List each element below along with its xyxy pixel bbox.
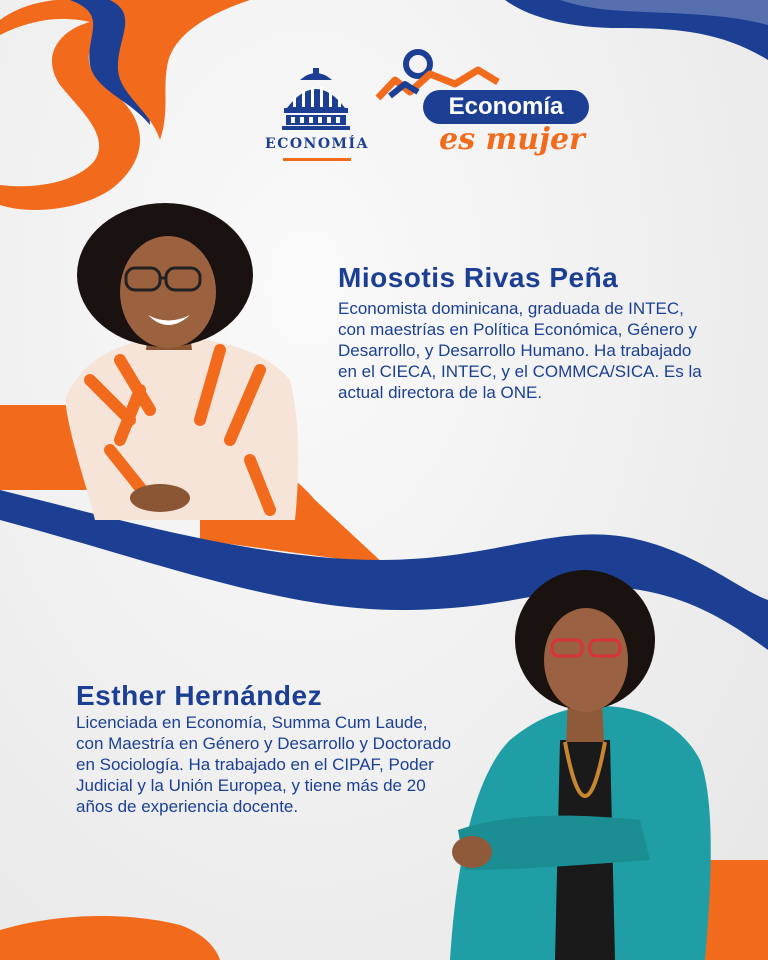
ministry-logo-text: ECONOMÍA — [265, 136, 369, 152]
campaign-subtitle: es mujer — [439, 122, 585, 157]
profile-1-name: Miosotis Rivas Peña — [338, 262, 619, 293]
profile-2-bio: Licenciada en Economía, Summa Cum Laude, con Maestría en Género y Desarrollo y Doctorado en Sociología. Ha trabajado en el CIPAF, Poder Judicial y la Unión Europea, y tiene más de 20 años de experiencia docente. — [76, 713, 452, 816]
profile-1-bio: Economista dominicana, graduada de INTEC, con maestrías en Política Económica, Género y Desarrollo, y Desarrollo Humano. Ha trabajado en el CIECA, INTEC, y el COMMCA/SICA. Es la actual directora de la ONE. — [338, 299, 702, 402]
profile-2-name: Esther Hernández — [76, 680, 323, 711]
campaign-badge: Economía — [423, 90, 589, 124]
